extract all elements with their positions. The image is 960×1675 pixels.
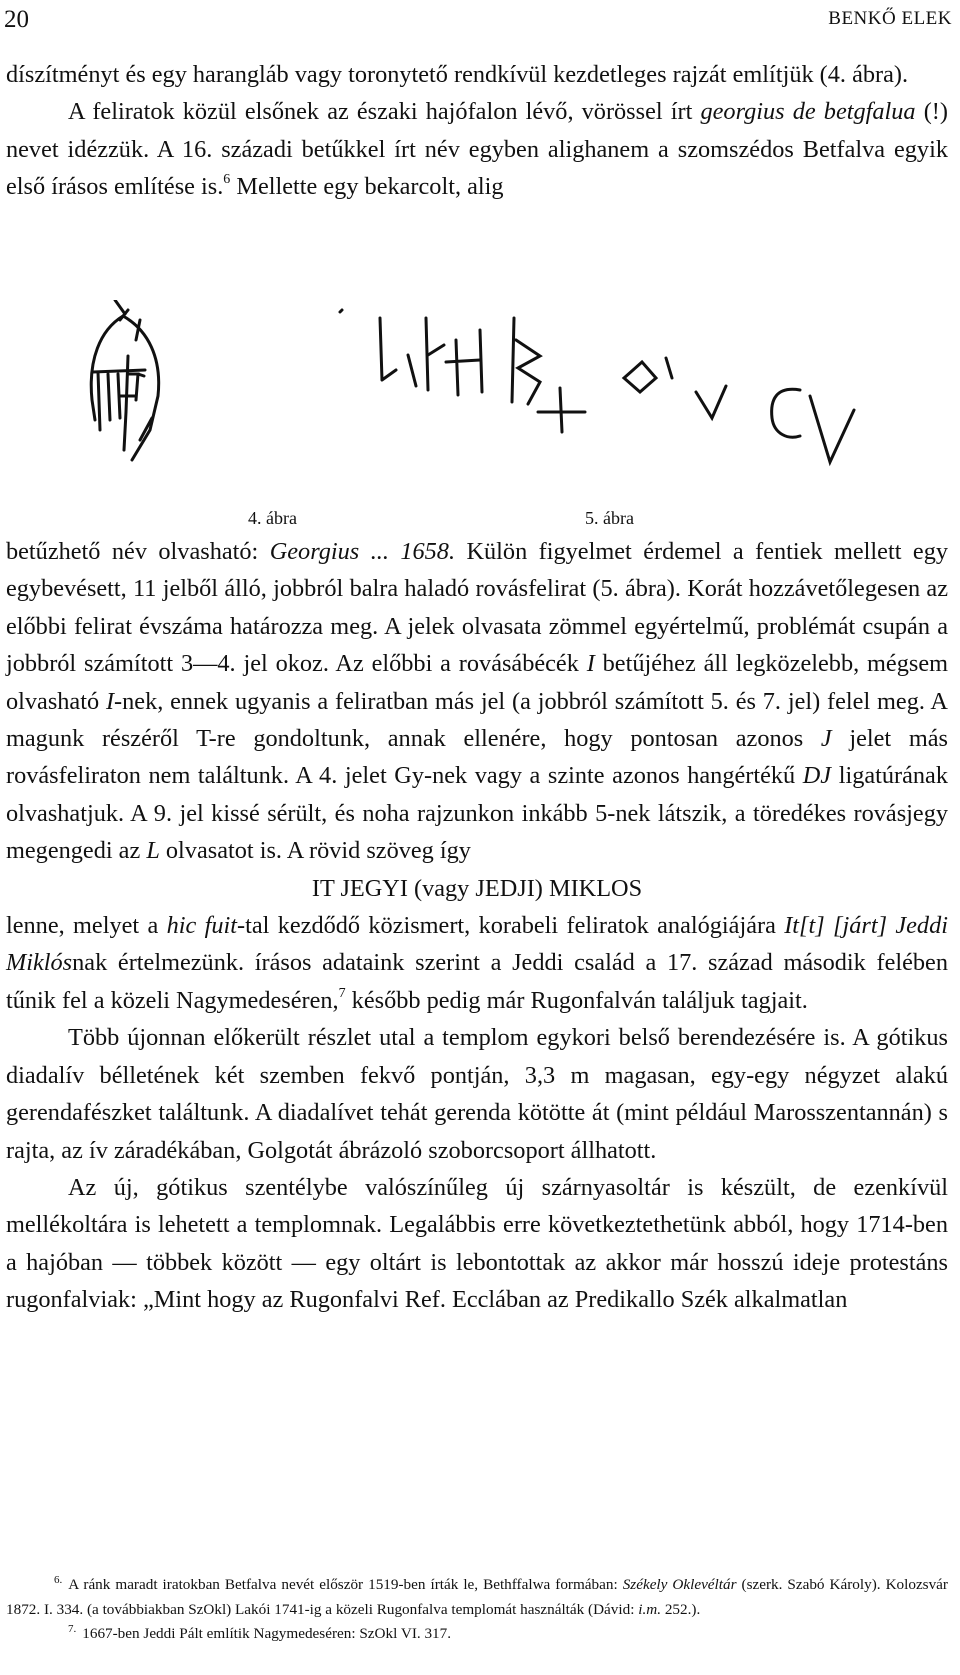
page-header xyxy=(4,6,952,36)
figure-4-caption: 4. ábra xyxy=(248,508,297,528)
inscription-reading: IT JEGYI (vagy JEDJI) MIKLOS xyxy=(311,874,643,902)
paragraph-1: díszítményt és egy harangláb vagy toronytető rendkívül kezdetleges rajzát említjük (4. ábra). xyxy=(6,61,909,88)
figure-area xyxy=(40,300,920,528)
body-text-bottom xyxy=(6,533,948,1319)
footnotes xyxy=(6,1573,948,1647)
figure-drawings xyxy=(40,300,920,505)
figure-4-drawing xyxy=(91,300,158,460)
paragraph-6: Az új, gótikus szentélybe valószínűleg új szárnyasoltár is készült, de ezenkívül mellékoltára is lehetett a templomnak. Legalábbis erre következtethetünk abból, hogy 1714-ben a hajóban — többek között — egy oltárt is lebontottak az akkor már hosszú ideje protestáns rugonfalviak: „Mint hogy az Rugonfalvi Ref. Ecclában az Predikallo Szék alkalmatlan xyxy=(6,1173,948,1314)
running-head: BENKŐ ELEK xyxy=(828,8,952,29)
footnote-6: $^{6.}$ A ránk maradt iratokban Betfalva nevét először 1519-ben írták le, Bethffalwa formában: Székely Oklevéltár (szerk. Szabó Károly). Kolozsvár 1872. I. 334. (a továbbiakban SzOkl) Lakói 1741-ig a közeli Rugonfalva templomát használták (Dávid: i.m. 252.). xyxy=(6,1573,948,1618)
body-text-top xyxy=(6,56,948,206)
paragraph-5: Több újonnan előkerült részlet utal a templom egykori belső berendezésére is. A gótikus diadalív bélletének két szemben fekvő pontján, 3,3 m magasan, egy-egy négyzet alakú gerendafészket találtunk. A diadalívet tehát gerenda kötötte át (mint például Marosszentannán) s rajta, az ív záradékában, Golgotát ábrázoló szoborcsoport állhatott. xyxy=(6,1024,948,1164)
paragraph-2: A feliratok közül elsőnek az északi hajófalon lévő, vörössel írt georgius de betgfalua (!) nevet idézzük. A 16. századi betűkkel írt név egyben alighanem a szomszédos Betfalva egyik első írásos említése is.$^6$ Mellette egy bekarcolt, alig xyxy=(6,98,948,201)
footnote-7: $^{7.}$ 1667-ben Jeddi Pált említik Nagymedeséren: SzOkl VI. 317. xyxy=(68,1622,452,1642)
paragraph-4: lenne, melyet a hic fuit-tal kezdődő közismert, korabeli feliratok analógiájára It[t] [járt] Jeddi Miklósnak értelmezünk. írásos adataink szerint a Jeddi család a 17. század második felében tűnik fel a közeli Nagymedeséren,$^7$ később pedig már Rugonfalván találjuk tagjait. xyxy=(6,912,948,1014)
inscription-name: georgius de betgfalua xyxy=(700,98,916,126)
footnote-ref-7: 7 xyxy=(338,985,346,1001)
footnote-ref-6: 6 xyxy=(223,172,231,188)
figure-5-drawing xyxy=(340,310,854,462)
figure-5-caption: 5. ábra xyxy=(585,508,634,528)
page-number: 20 xyxy=(4,6,29,33)
paragraph-3: betűzhető név olvasható: Georgius ... 1658. Külön figyelmet érdemel a fentiek mellett egy egybevésett, 11 jelből álló, jobbról balra haladó rovásfelirat (5. ábra). Korát hozzávetőlegesen az előbbi felirat évszáma határozza meg. A jelek olvasata zömmel egyértelmű, problémát csupán a jobbról számított 3—4. jel okoz. Az előbbi a rovásábécék I betűjéhez áll legközelebb, mégsem olvasható I-nek, ennek ugyanis a feliratban más jel (a jobbról számított 5. és 7. jel) felel meg. A magunk részéről T-re gondoltunk, annak ellenére, hogy pontosan azonos J jelet más rovásfeliraton nem találtunk. A 4. jelet Gy-nek vagy a szinte azonos hangértékű DJ ligatúrának olvashatjuk. A 9. jel kissé sérült, és noha rajzunkon inkább 5-nek látszik, a töredékes rovásjegy megengedi az L olvasatot is. A rövid szöveg így xyxy=(6,538,948,865)
